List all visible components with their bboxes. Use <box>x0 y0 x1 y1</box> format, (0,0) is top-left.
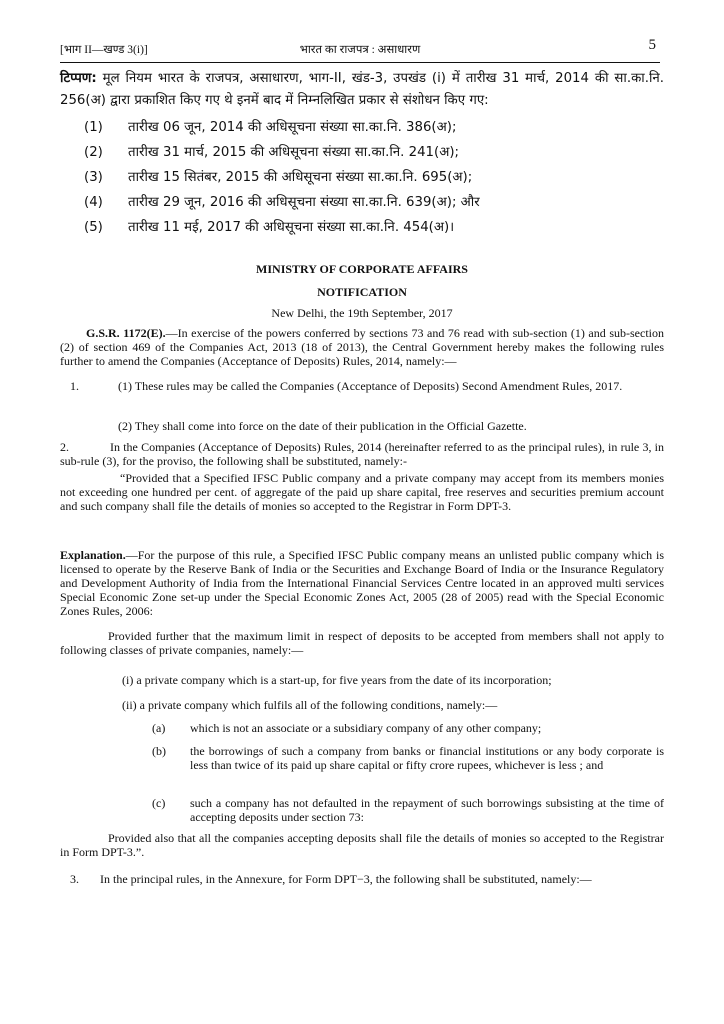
list-item-text: तारीख 15 सितंबर, 2015 की अधिसूचना संख्या सा.का.नि. 695(अ); <box>128 170 473 185</box>
preamble <box>60 326 664 368</box>
list-item-text: तारीख 31 मार्च, 2015 की अधिसूचना संख्या सा.का.नि. 241(अ); <box>128 145 460 160</box>
header-gazette-title: भारत का राजपत्र : असाधारण <box>299 44 421 56</box>
condition-c-text: such a company has not defaulted in the repayment of such borrowings subsisting at the time of accepting deposits under section 73: <box>190 796 664 824</box>
dateline: New Delhi, the 19th September, 2017 <box>271 306 453 320</box>
list-item <box>84 167 644 192</box>
rule-1-sub-2: (2) They shall come into force on the date of their publication in the Official Gazette. <box>118 419 527 433</box>
hindi-amendment-list <box>84 117 644 242</box>
third-proviso: Provided also that all the companies accepting deposits shall file the details of monies so accepted to the Registrar in Form DPT-3.”. <box>60 831 664 859</box>
rule-2-text: In the Companies (Acceptance of Deposits) Rules, 2014 (hereinafter referred to as the principal rules), in rule 3, in sub-rule (3), for the proviso, the following shall be substituted, namely:- <box>60 440 664 468</box>
gsr-reference: G.S.R. 1172(E). <box>86 326 166 340</box>
hindi-note-label: टिप्पण: <box>60 71 97 86</box>
first-proviso: “Provided that a Specified IFSC Public company and a private company may accept from its members monies not exceeding one hundred per cent. of aggregate of the paid up share capital, free reserves and securities premium account and such company shall file the details of monies so accepted to the Registrar in Form DPT-3. <box>60 471 664 513</box>
list-item-number: (5) <box>84 220 103 235</box>
condition-c-number: (c) <box>152 796 166 810</box>
condition-b-number: (b) <box>152 744 166 758</box>
rule-3-number: 3. <box>70 872 79 886</box>
explanation <box>60 548 664 618</box>
second-proviso: Provided further that the maximum limit in respect of deposits to be accepted from members shall not apply to following classes of private companies, namely:— <box>60 629 664 657</box>
notification-heading: NOTIFICATION <box>317 285 407 299</box>
class-i: (i) a private company which is a start-up, for five years from the date of its incorporation; <box>122 673 552 687</box>
rule-1-sub-1: (1) These rules may be called the Companies (Acceptance of Deposits) Second Amendment Rules, 2017. <box>118 379 623 393</box>
list-item <box>84 142 644 167</box>
list-item-number: (1) <box>84 120 103 135</box>
condition-a-number: (a) <box>152 721 166 735</box>
condition-a-text: which is not an associate or a subsidiary company of any other company; <box>190 721 542 735</box>
list-item <box>84 117 644 142</box>
list-item-text: तारीख 06 जून, 2014 की अधिसूचना संख्या सा.का.नि. 386(अ); <box>128 120 457 135</box>
rule-3-text: In the principal rules, in the Annexure, for Form DPT−3, the following shall be substituted, namely:— <box>100 872 592 886</box>
header-part-label: [भाग II—खण्ड 3(i)] <box>60 44 148 56</box>
explanation-text: —For the purpose of this rule, a Specified IFSC Public company means an unlisted public company which is licensed to operate by the Reserve Bank of India or the Securities and Exchange Board of India or the Insurance Regulatory and Development Authority of India from the International Financial Services Centre located in an approved multi services Special Economic Zone set-up under the Special Economic Zones Act, 2005 (28 of 2005) read with the Special Economic Zones Rules, 2006: <box>60 548 664 618</box>
preamble-text: —In exercise of the powers conferred by sections 73 and 76 read with sub-section (1) and sub-section (2) of section 469 of the Companies Act, 2013 (18 of 2013), the Central Government hereby makes the following rules further to amend the Companies (Acceptance of Deposits) Rules, 2014, namely:— <box>60 326 664 368</box>
condition-b-text: the borrowings of such a company from banks or financial institutions or any body corporate is less than twice of its paid up share capital or fifty crore rupees, whichever is less ; and <box>190 744 664 772</box>
list-item <box>84 192 644 217</box>
list-item-number: (4) <box>84 195 103 210</box>
ministry-heading: MINISTRY OF CORPORATE AFFAIRS <box>256 262 468 276</box>
hindi-note <box>60 68 664 112</box>
page-header <box>60 28 660 62</box>
list-item <box>84 217 644 242</box>
list-item-text: तारीख 29 जून, 2016 की अधिसूचना संख्या सा.का.नि. 639(अ); और <box>128 195 480 210</box>
list-item-text: तारीख 11 मई, 2017 की अधिसूचना संख्या सा.का.नि. 454(अ)। <box>128 220 455 235</box>
class-ii: (ii) a private company which fulfils all of the following conditions, namely:— <box>122 698 498 712</box>
list-item-number: (3) <box>84 170 103 185</box>
list-item-number: (2) <box>84 145 103 160</box>
hindi-note-text: मूल नियम भारत के राजपत्र, असाधारण, भाग-II, खंड-3, उपखंड (i) में तारीख 31 मार्च, 2014 की सा.का.नि. 256(अ) द्वारा प्रकाशित किए गए थे इनमें बाद में निम्नलिखित प्रकार से संशोधन किए गए: <box>60 71 664 108</box>
rule-1-number: 1. <box>70 379 79 393</box>
header-rule <box>60 62 660 63</box>
page-number: 5 <box>648 37 656 53</box>
explanation-label: Explanation. <box>60 548 126 562</box>
rule-2-number: 2. <box>60 440 69 454</box>
